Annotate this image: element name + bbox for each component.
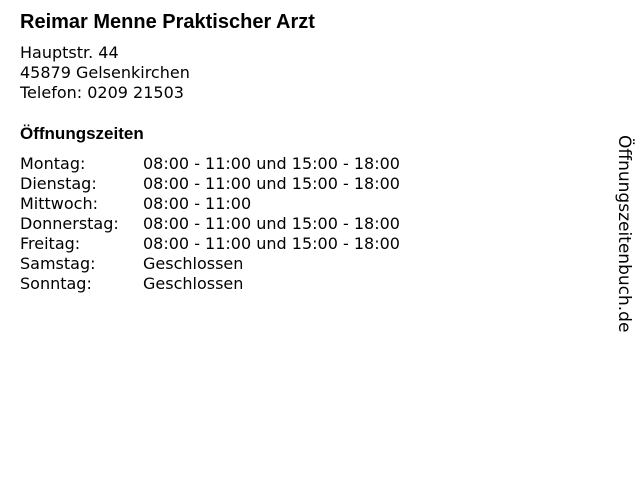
day-label: Donnerstag: bbox=[20, 214, 119, 233]
day-label: Dienstag: bbox=[20, 174, 97, 193]
day-label: Samstag: bbox=[20, 254, 96, 273]
site-credit-watermark: Öffnungszeitenbuch.de bbox=[614, 135, 634, 333]
time-value: 08:00 - 11:00 bbox=[143, 194, 252, 213]
hours-row-tuesday bbox=[20, 174, 400, 194]
city-line: 45879 Gelsenkirchen bbox=[20, 63, 190, 82]
hours-row-sunday bbox=[20, 274, 400, 294]
address-block bbox=[20, 43, 190, 103]
day-label: Montag: bbox=[20, 154, 86, 173]
hours-row-saturday bbox=[20, 254, 400, 274]
time-value: 08:00 - 11:00 und 15:00 - 18:00 bbox=[143, 234, 400, 253]
opening-hours-heading: Öffnungszeiten bbox=[20, 124, 144, 143]
hours-row-wednesday bbox=[20, 194, 400, 214]
time-value: Geschlossen bbox=[143, 274, 244, 293]
time-value: Geschlossen bbox=[143, 254, 244, 273]
opening-hours-table bbox=[20, 154, 400, 294]
time-value: 08:00 - 11:00 und 15:00 - 18:00 bbox=[143, 154, 400, 173]
hours-row-monday bbox=[20, 154, 400, 174]
day-label: Freitag: bbox=[20, 234, 81, 253]
street-address: Hauptstr. 44 bbox=[20, 43, 119, 62]
business-name: Reimar Menne Praktischer Arzt bbox=[20, 11, 315, 33]
time-value: 08:00 - 11:00 und 15:00 - 18:00 bbox=[143, 214, 400, 233]
hours-row-friday bbox=[20, 234, 400, 254]
hours-row-thursday bbox=[20, 214, 400, 234]
day-label: Sonntag: bbox=[20, 274, 92, 293]
phone-number: Telefon: 0209 21503 bbox=[20, 83, 184, 102]
day-label: Mittwoch: bbox=[20, 194, 98, 213]
time-value: 08:00 - 11:00 und 15:00 - 18:00 bbox=[143, 174, 400, 193]
